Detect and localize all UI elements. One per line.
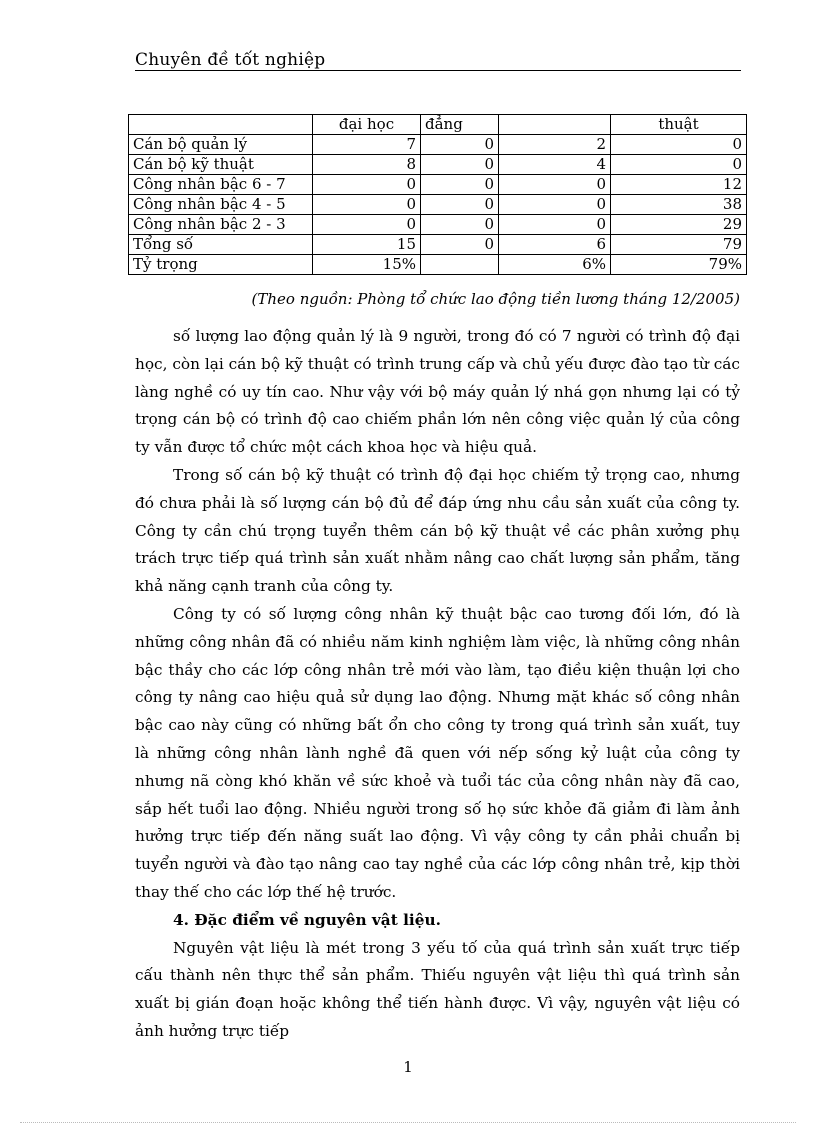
table-cell: 15%	[313, 255, 421, 275]
table-row	[129, 215, 747, 235]
table-cell: 2	[499, 135, 611, 155]
table-header-cell: đại học	[313, 115, 421, 135]
table-cell: 0	[611, 135, 747, 155]
table-cell: 79%	[611, 255, 747, 275]
table-cell: 0	[611, 155, 747, 175]
table-cell: 7	[313, 135, 421, 155]
table-row	[129, 155, 747, 175]
table-cell: 29	[611, 215, 747, 235]
table-row	[129, 235, 747, 255]
table-cell: 0	[313, 175, 421, 195]
table-row	[129, 195, 747, 215]
table-cell: 79	[611, 235, 747, 255]
table-cell	[421, 255, 499, 275]
table-header-row	[129, 115, 747, 135]
table-cell: 0	[421, 235, 499, 255]
table-cell: 4	[499, 155, 611, 175]
table-header-cell	[129, 115, 313, 135]
table-cell: 0	[499, 195, 611, 215]
table-row-label: Công nhân bậc 4 - 5	[129, 195, 313, 215]
table-cell: 0	[499, 175, 611, 195]
table-cell: 12	[611, 175, 747, 195]
body-paragraph: Trong số cán bộ kỹ thuật có trình độ đại học chiếm tỷ trọng cao, nhưng đó chưa phải là số lượng cán bộ đủ để đáp ứng nhu cầu sản xuất của công ty. Công ty cần chú trọng tuyển thêm cán bộ kỹ thuật về các phân xưởng phụ trách trực tiếp quá trình sản xuất nhằm nâng cao chất lượng sản phẩm, tăng khả năng cạnh tranh của công ty.	[135, 465, 740, 596]
table-cell: 0	[421, 175, 499, 195]
table-row	[129, 175, 747, 195]
table-row-label: Cán bộ quản lý	[129, 135, 313, 155]
table-row-label: Công nhân bậc 2 - 3	[129, 215, 313, 235]
table-cell: 0	[421, 215, 499, 235]
page-number: 1	[403, 1058, 413, 1076]
table-cell: 0	[313, 195, 421, 215]
table-cell: 8	[313, 155, 421, 175]
table-cell: 38	[611, 195, 747, 215]
header-divider	[135, 70, 741, 71]
table-cell: 0	[421, 155, 499, 175]
table-row-label: Tỷ trọng	[129, 255, 313, 275]
body-paragraph: Nguyên vật liệu là mét trong 3 yếu tố của quá trình sản xuất trực tiếp cấu thành nên thực thể sản phẩm. Thiếu nguyên vật liệu thì quá trình sản xuất bị gián đoạn hoặc không thể tiến hành được. Vì vậy, nguyên vật liệu có ảnh hưởng trực tiếp	[135, 938, 740, 1040]
table-cell: 15	[313, 235, 421, 255]
table-row	[129, 135, 747, 155]
table-cell: 0	[421, 195, 499, 215]
document-header-title: Chuyên đề tốt nghiệp	[135, 50, 326, 70]
table-row	[129, 255, 747, 275]
body-paragraph: Công ty có số lượng công nhân kỹ thuật bậc cao tương đối lớn, đó là những công nhân đã có nhiều năm kinh nghiệm làm việc, là những công nhân bậc thầy cho các lớp công nhân trẻ mới vào làm, tạo điều kiện thuận lợi cho công ty nâng cao hiệu quả sử dụng lao động. Nhưng mặt khác số công nhân bậc cao này cũng có những bất ổn cho công ty trong quá trình sản xuất, tuy là những công nhân lành nghề đã quen với nếp sống kỷ luật của công ty nhưng nã còng khó khăn về sức khoẻ và tuổi tác của công nhân này đã cao, sắp hết tuổi lao động. Nhiều người trong số họ sức khỏe đã giảm đi làm ảnh hưởng trực tiếp đến năng suất lao động. Vì vậy công ty cần phải chuẩn bị tuyển người và đào tạo nâng cao tay nghề của các lớp công nhân trẻ, kịp thời thay thế cho các lớp thế hệ trước.	[135, 604, 740, 901]
table-row-label: Cán bộ kỹ thuật	[129, 155, 313, 175]
table-source-note: (Theo nguồn: Phòng tổ chức lao động tiền lương tháng 12/2005)	[251, 290, 740, 308]
table-cell: 6%	[499, 255, 611, 275]
table-header-cell: đẳng	[421, 115, 499, 135]
table-cell: 0	[499, 215, 611, 235]
body-paragraph: số lượng lao động quản lý là 9 người, trong đó có 7 người có trình độ đại học, còn lại cán bộ kỹ thuật có trình trung cấp và chủ yếu được đào tạo từ các làng nghề có uy tín cao. Như vậy với bộ máy quản lý nhá gọn nhưng lại có tỷ trọng cán bộ có trình độ cao chiếm phần lớn nên công việc quản lý của công ty vẫn được tổ chức một cách khoa học và hiệu quả.	[135, 327, 740, 457]
table-cell: 0	[421, 135, 499, 155]
table-header-cell	[499, 115, 611, 135]
table-cell: 0	[313, 215, 421, 235]
document-body	[135, 323, 740, 1046]
table-row-label: Tổng số	[129, 235, 313, 255]
table-cell: 6	[499, 235, 611, 255]
table-header-cell: thuật	[611, 115, 747, 135]
table-row-label: Công nhân bậc 6 - 7	[129, 175, 313, 195]
labor-statistics-table	[128, 114, 747, 275]
section-heading: 4. Đặc điểm về nguyên vật liệu.	[173, 910, 441, 929]
